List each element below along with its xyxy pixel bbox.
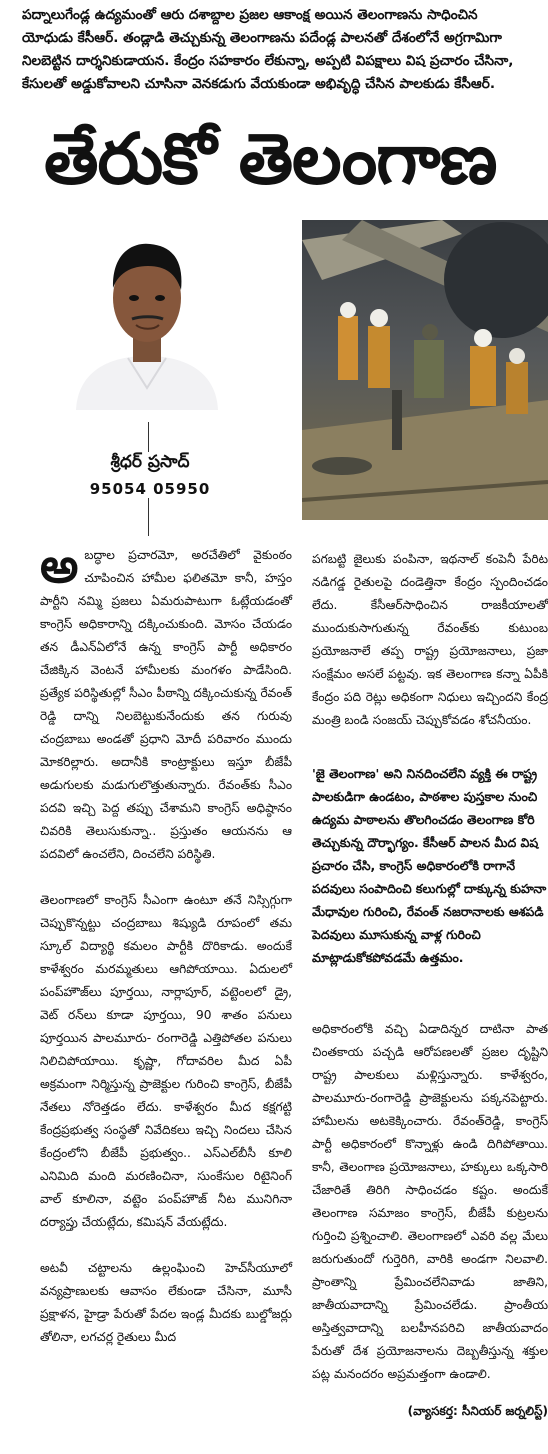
author-name: శ్రీధర్ ప్రసాద్ — [110, 452, 190, 472]
paragraph — [40, 538, 292, 866]
paragraph: పగబట్టి జైలుకు పంపినా, ఇథనాల్ కంపెనీ పేరిట నడిగడ్డ రైతులపై దండెత్తినా కేంద్రం స్పందించడం లేదు. కేసీఆర్‌సాధించిన రాజకీయాలతో ముందుకుసాగుతున్న రేవంత్‌కు కుటుంబ ప్రయోజనాలే తప్ప రాష్ట్ర ప్రయోజనాలు, ప్రజా సంక్షేమం అసలే పట్టవు. ఇక తెలంగాణ కన్నా ఏపీకి కేంద్రం పది రెట్లు అధికంగా నిధులు ఇచ్చిందని కేంద్ర మంత్రి బండి సంజయ్ చెప్పుకోవడం శోచనీయం. — [312, 552, 548, 727]
author-phone: 95054 05950 — [89, 480, 211, 498]
article-headline: తేరుకో తెలంగాణ — [44, 118, 497, 200]
tunnel-workers-image — [302, 220, 548, 520]
author-portrait-image — [66, 220, 228, 410]
intro-line: పద్నాలుగేండ్ల ఉద్యమంతో ఆరు దశాబ్దాల ప్రజల ఆకాంక్ష అయిన తెలంగాణను సాధించిన — [22, 7, 478, 23]
author-divider — [148, 422, 149, 452]
right-column — [312, 548, 548, 755]
dropcap: అ — [40, 538, 79, 594]
closing-paragraph: అధికారంలోకి వచ్చి ఏడాదిన్నర దాటినా పాత చింతకాయ పచ్చడి ఆరోపణలతో ప్రజల దృష్టిని రాష్ట్ర పాలకులు మళ్లిస్తున్నారు. కాళేశ్వరం, పాలమూరు-రంగారెడ్డి ప్రాజెక్టులను పక్కనపెట్టారు. హామీలను అటకెక్కించారు. రేవంత్‌రెడ్డి, కాంగ్రెస్ పార్టీ అధికారంలో కొన్నాళ్లు ఉండి దిగిపోతాయి. కానీ, తెలంగాణ ప్రయోజనాలు, హక్కులు ఒక్కసారి చేజారితే తిరిగి సాధించడం కష్టం. అందుకే తెలంగాణ సమాజం కాంగ్రెస్, బీజేపీ కుట్రలను గుర్తించి ప్రశ్నించాలి. తెలంగాణలో ఎవరి వల్ల మేలు జరుగుతుందో గుర్తెరిగి, వారికి అండగా నిలవాలి. ప్రాంతాన్ని ప్రేమించలేనివాడు జాతిని, జాతీయవాదాన్ని ప్రేమించలేడు. ప్రాంతీయ అస్తిత్వవాదాన్ని బలహీనపరిచి జాతీయవాదం పేరుతో దేశ ప్రయోజనాలను దెబ్బతీస్తున్న శక్తుల పట్ల మనందరం అప్రమత్తంగా ఉండాలి. — [312, 1022, 548, 1381]
paragraph: తెలంగాణలో కాంగ్రెస్ సీఎంగా ఉంటూ తనే నిస్సిగ్గుగా చెప్పుకొన్నట్టు చంద్రబాబు శిష్యుడి రూపంలో తమ స్కూల్ విద్యార్థి కమలం పార్టీకి దొరికాడు. అందుకే కాళేశ్వరం మరమ్మతులు ఆగిపోయాయి. ఏదులలో పంప్‌హౌజ్‌లు పూర్తయి, నార్లాపూర్, వట్టెంలలో డ్రై, వెట్ రన్‌లు కూడా పూర్తయి, 90 శాతం పనులు పూర్తయిన పాలమూరు- రంగారెడ్డి ఎత్తిపోతల పనులు నిలిచిపోయాయి. కృష్ణా, గోదావరిల మీద ఏపీ అక్రమంగా నిర్మిస్తున్న ప్రాజెక్టుల గురించి కాంగ్రెస్, బీజేపీ నేతలు నోరెత్తడం లేదు. కాళేశ్వరం మీద కక్షగట్టి కేంద్రప్రభుత్వ సంస్థతో నివేదికలు ఇచ్చి నిందలు చేసిన కేంద్రంలోని బీజేపీ ప్రభుత్వం.. ఎస్ఎల్‌బీసీ కూలి ఎనిమిది మంది మరణించినా, సుంకేసుల రిటైనింగ్ వాల్ కూలినా, వట్టెం పంప్‌హౌజ్ నీట మునిగినా దర్యాప్తు చేయట్లేదు, కమిషన్ వేయట్లేదు. — [40, 893, 292, 1229]
intro-line: కేసులతో అడ్డుకోవాలని చూసినా వెనకడుగు వేయకుండా అభివృద్ధి చేసిన పాలకుడు కేసీఆర్. — [22, 76, 495, 92]
left-column — [40, 538, 292, 1372]
intro-line: యోధుడు కేసీఆర్. తండ్లాడి తెచ్చుకున్న తెలంగాణను పదేండ్ల పాలనతో దేశంలోనే అగ్రగామిగా — [22, 30, 502, 46]
construction-site-photo — [302, 220, 548, 520]
author-byline: (వ్యాసకర్త: సీనియర్ జర్నలిస్ట్) — [407, 1404, 548, 1418]
intro-text — [22, 4, 548, 96]
paragraph: అటవీ చట్టాలను ఉల్లంఘించి హెచ్‌సీయూలో వన్యప్రాణులకు ఆవాసం లేకుండా చేసినా, మూసీ ప్రక్షాళన, హైడ్రా పేరుతో పేదల ఇండ్ల మీదకు బుల్డోజర్లు తోలినా, లగచర్ల రైతులు మీద — [40, 1261, 292, 1344]
intro-line: నిలబెట్టిన దార్శనికుడాయన. కేంద్రం సహకారం లేకున్నా, అప్పటి విపక్షాలు విష ప్రచారం చేసినా, — [22, 53, 514, 69]
paragraph-text: బద్ధాల ప్రచారమో, అరచేతిలో వైకుంఠం చూపించిన హామీల ఫలితమో కానీ, హస్తం పార్టీని నమ్మి ప్రజలు ఏమరుపాటుగా ఓట్లేయడంతో కాంగ్రెస్ అధికారాన్ని దక్కించుకుంది. మోసం చేయడం తన డీఎన్ఏలోనే ఉన్న కాంగ్రెస్ పార్టీ అధికారం చేజిక్కిన వెంటనే హామీలకు మంగళం పాడేసింది. ప్రత్యేక పరిస్థితుల్లో సీఎం పీఠాన్ని దక్కించుకున్న రేవంత్ రెడ్డి దాన్ని నిలబెట్టుకునేందుకు తన గురువు చంద్రబాబు అండతో ప్రధాని మోదీ పరివారం ముందు మోకరిల్లారు. అదానీకి కాంట్రాక్టులు ఇస్తూ బీజేపీ అడుగులకు మడుగులొత్తుతున్నారు. రేవంత్‌కు సీఎం పదవి ఇచ్చి పెద్ద తప్పు చేశామని కాంగ్రెస్ అధిష్ఠానం చివరికి తెలుసుకున్నా.. ప్రస్తుతం ఆయనను ఆ పదవిలో ఉంచలేని, దించలేని పరిస్థితి. — [40, 548, 292, 861]
author-photo — [66, 220, 228, 410]
pull-quote: 'జై తెలంగాణ' అని నినదించలేని వ్యక్తి ఈ రాష్ట్ర పాలకుడిగా ఉండటం, పాఠశాల పుస్తకాల నుంచి ఉద్యమ పాఠాలను తొలగించడం తెలంగాణ కోరి తెచ్చుకున్న దౌర్భాగ్యం. కేసీఆర్ పాలన మీద విష ప్రచారం చేసి, కాంగ్రెస్ అధికారంలోకి రాగానే పదవులు సంపాదించి కలుగుల్లో దాక్కున్న కుహనా మేధావుల గురించి, రేవంత్ నజరానాలకు ఆశపడి పెదవులు మూసుకున్న వాళ్ల గురించి మాట్లాడుకోకపోవడమే ఉత్తమం. — [312, 766, 547, 965]
author-divider — [148, 498, 149, 536]
